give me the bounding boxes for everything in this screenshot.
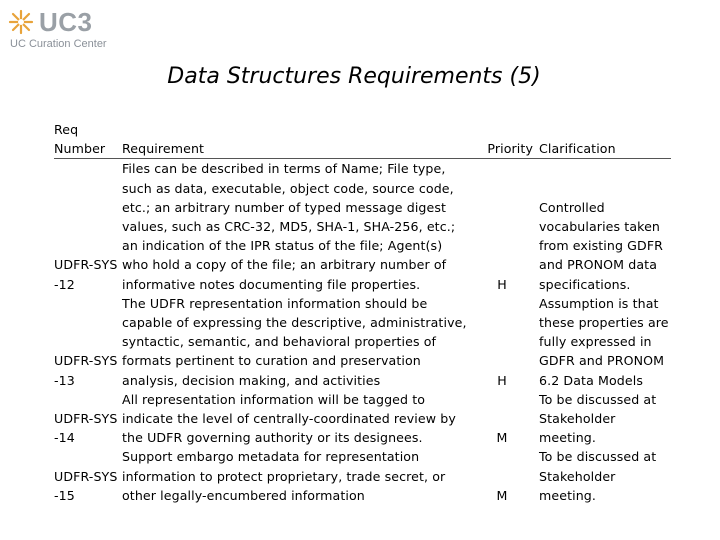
header-requirement: Requirement <box>122 120 469 159</box>
row-clarification: To be discussed at Stakeholder meeting. <box>539 391 657 446</box>
slide-title-text: Data Structures Requirements (5) <box>167 64 541 89</box>
row-clarification: Assumption is that these properties are fully expressed in GDFR and PRONOM 6.2 Data Models <box>539 295 669 388</box>
table-header-row <box>54 120 671 159</box>
row-req-number: UDFR-SYS -12 <box>54 257 118 292</box>
row-priority: M <box>496 430 508 446</box>
row-requirement: Files can be described in terms of Name; File type, such as data, executable, object code, source code, etc.; an arbitrary number of typed message digest values, such as CRC-32, MD5, SHA-1, SHA-256, etc.; an indication of the IPR status of the file; Agent(s) who hold a copy of the file; an arbitrary number of informative notes documenting file properties. <box>122 161 456 292</box>
row-req-number: UDFR-SYS -15 <box>54 468 118 503</box>
row-clarification: Controlled vocabularies taken from existing GDFR and PRONOM data specifications. <box>539 199 664 292</box>
header-req-number-line1: Req <box>54 122 79 137</box>
row-requirement: Support embargo metadata for representation information to protect proprietary, trade secret, or other legally-encumbered information <box>122 449 446 503</box>
row-req-number: UDFR-SYS -14 <box>54 411 118 446</box>
slide-title <box>0 64 720 89</box>
header-priority: Priority <box>469 120 535 159</box>
logo-wordmark: UC3 <box>39 6 93 37</box>
row-priority: H <box>497 372 507 388</box>
row-requirement: The UDFR representation information should be capable of expressing the descriptive, administrative, syntactic, semantic, and behavioral properties of formats pertinent to curation and preservation analysis, decision making, and activities <box>122 295 467 388</box>
logo-subtitle: UC Curation Center <box>10 38 107 50</box>
row-req-number: UDFR-SYS -13 <box>54 353 118 388</box>
table-row <box>54 447 671 505</box>
table-row <box>54 159 671 294</box>
uc3-snowflake-icon <box>8 9 34 35</box>
row-clarification: To be discussed at Stakeholder meeting. <box>539 449 657 503</box>
row-priority: M <box>496 487 508 503</box>
header-clarification: Clarification <box>535 120 671 159</box>
table-row <box>54 294 671 390</box>
row-priority: H <box>497 276 507 292</box>
requirements-table <box>54 120 671 505</box>
table-row <box>54 390 671 448</box>
header-req-number <box>54 120 122 159</box>
uc3-logo <box>8 6 107 50</box>
row-requirement: All representation information will be tagged to indicate the level of centrally-coordinated review by the UDFR governing authority or its designees. <box>122 391 456 446</box>
header-req-number-line2: Number <box>54 141 106 157</box>
